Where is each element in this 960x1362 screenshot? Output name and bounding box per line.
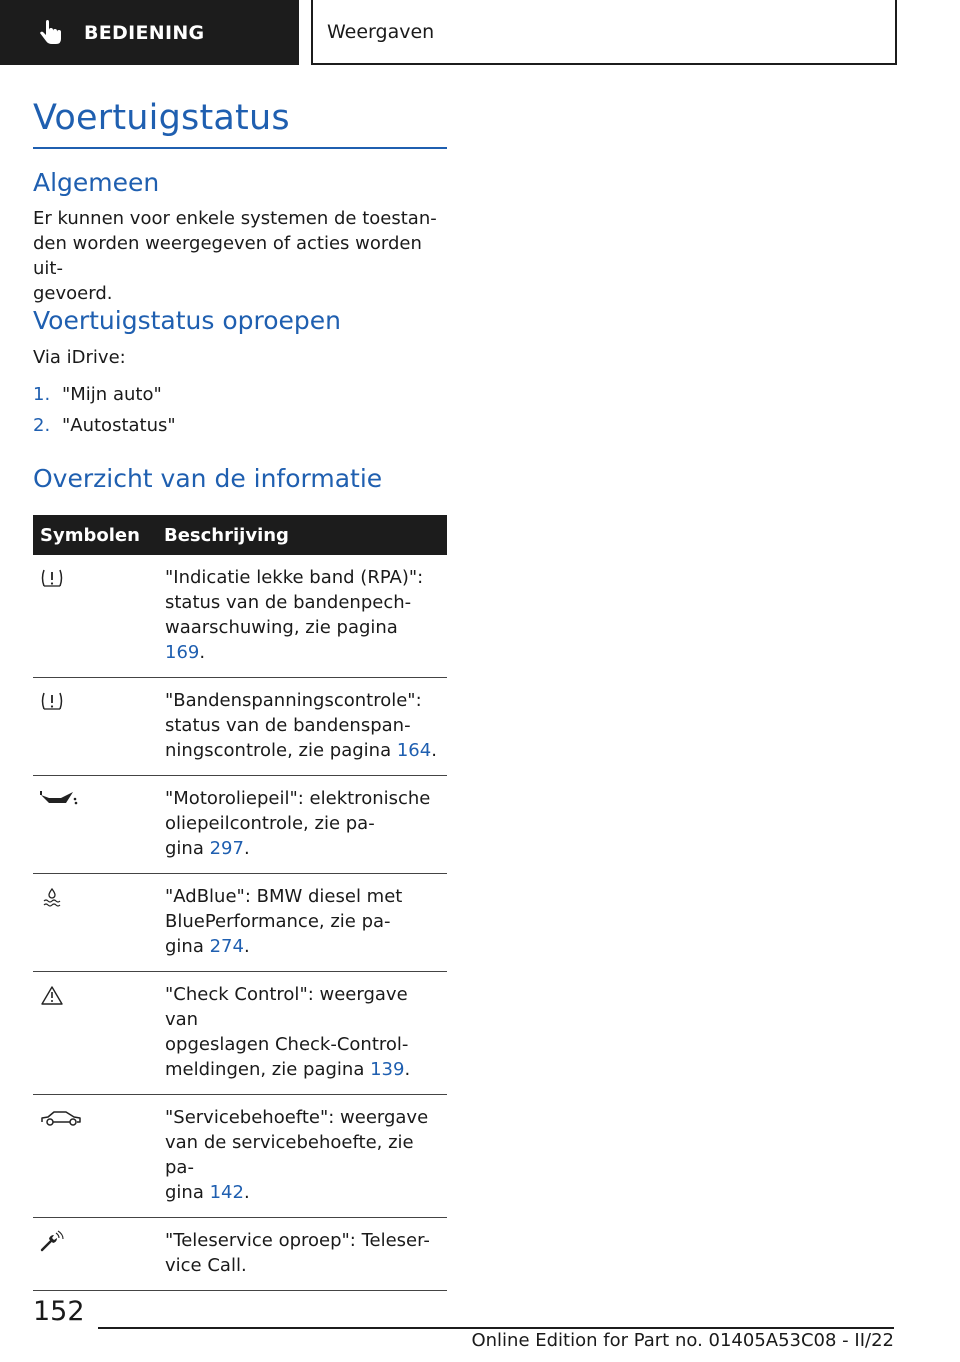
- section-title: BEDIENING: [84, 21, 205, 44]
- column-header-description: Beschrijving: [164, 515, 447, 555]
- general-text-line: den worden weergegeven of acties worden uit-: [33, 233, 422, 279]
- list-text: "Autostatus": [62, 415, 176, 436]
- row-description: "Bandenspanningscontrole": status van de bandenspan- ningscontrole, zie pagina 164.: [164, 678, 447, 776]
- general-text-line: gevoerd.: [33, 283, 113, 304]
- page-link[interactable]: 297: [209, 838, 244, 859]
- general-text: [33, 206, 447, 306]
- column-header-symbols: Symbolen: [33, 515, 164, 555]
- heading-overview: Overzicht van de informatie: [33, 464, 383, 493]
- table-row: [33, 776, 447, 874]
- teleservice-wrench-icon: [39, 1230, 65, 1252]
- hand-pointer-icon: [36, 18, 66, 48]
- row-description: "Check Control": weergave van opgeslagen Check-Control- meldingen, zie pagina 139.: [164, 972, 447, 1095]
- service-car-icon: [39, 1107, 83, 1129]
- page-title: Voertuigstatus: [33, 98, 290, 138]
- header-section-tab: [0, 0, 299, 65]
- page-number: 152: [33, 1296, 85, 1327]
- warning-triangle-icon: [39, 984, 65, 1006]
- page-link[interactable]: 274: [209, 936, 244, 957]
- row-description: "Indicatie lekke band (RPA)": status van de bandenpech- waarschuwing, zie pagina 169.: [164, 555, 447, 678]
- info-table: [33, 515, 447, 1291]
- tire-pressure-icon: [39, 690, 65, 712]
- recall-intro: Via iDrive:: [33, 347, 126, 368]
- page-link[interactable]: 169: [165, 642, 200, 663]
- table-row: [33, 1218, 447, 1291]
- page-link[interactable]: 139: [370, 1059, 405, 1080]
- table-row: [33, 678, 447, 776]
- table-row: [33, 555, 447, 678]
- table-header-row: [33, 515, 447, 555]
- page-link[interactable]: 164: [396, 740, 432, 761]
- subsection-title: Weergaven: [327, 20, 435, 43]
- oil-can-icon: [39, 788, 79, 810]
- row-description: "Servicebehoefte": weergave van de servicebehoefte, zie pa- gina 142.: [164, 1095, 447, 1218]
- table-row: [33, 1095, 447, 1218]
- row-description: "Motoroliepeil": elektronische oliepeilcontrole, zie pa- gina 297.: [164, 776, 447, 874]
- adblue-icon: [39, 886, 65, 908]
- list-text: "Mijn auto": [62, 384, 162, 405]
- list-item: [33, 415, 176, 436]
- header-subsection-tab: [311, 0, 897, 65]
- table-row: [33, 972, 447, 1095]
- general-text-line: Er kunnen voor enkele systemen de toestan-: [33, 208, 437, 229]
- row-description: "AdBlue": BMW diesel met BluePerformance, zie pa- gina 274.: [164, 874, 447, 972]
- list-number: 1.: [33, 384, 51, 405]
- title-rule: [33, 147, 447, 149]
- table-row: [33, 874, 447, 972]
- footer-rule: [98, 1327, 894, 1329]
- footer-edition: Online Edition for Part no. 01405A53C08 - II/22: [471, 1330, 894, 1351]
- tire-warning-icon: [39, 567, 65, 589]
- heading-recall: Voertuigstatus oproepen: [33, 306, 342, 335]
- list-number: 2.: [33, 415, 51, 436]
- page-link[interactable]: 142: [209, 1182, 244, 1203]
- heading-general: Algemeen: [33, 168, 160, 197]
- row-description: "Teleservice oproep": Teleser- vice Call.: [164, 1218, 447, 1291]
- list-item: [33, 384, 162, 405]
